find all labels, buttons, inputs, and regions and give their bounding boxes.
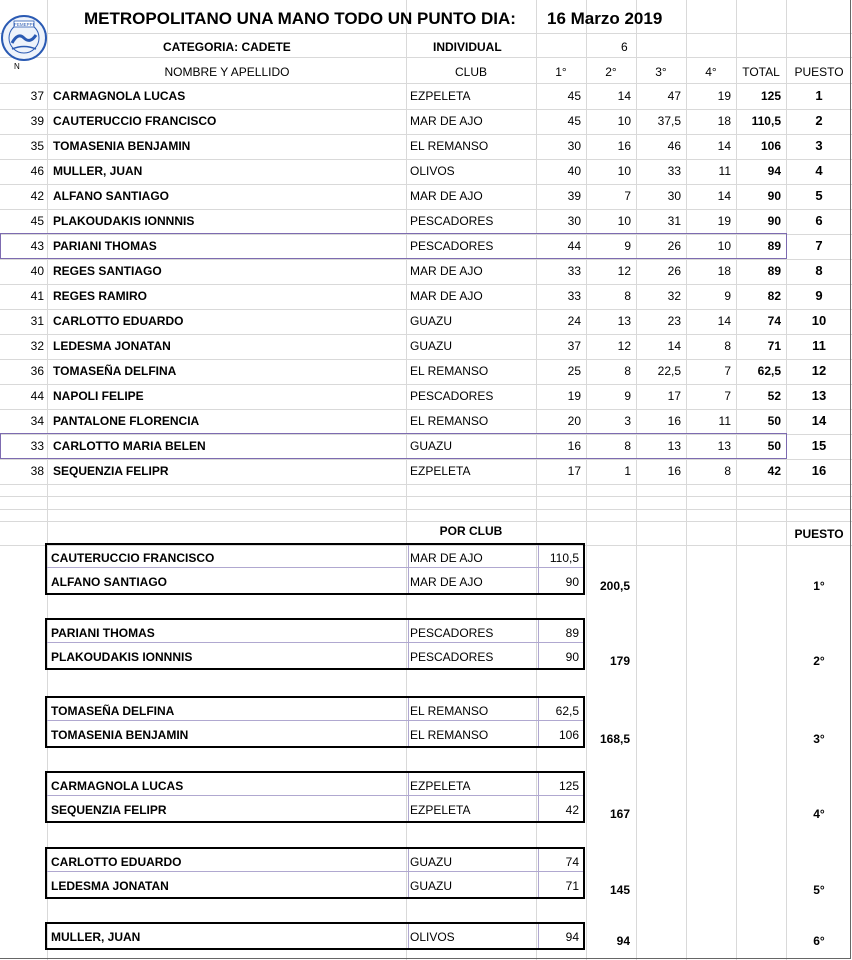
round-4-score: 7: [724, 389, 731, 403]
round-1-score: 37: [567, 339, 581, 353]
competitor-club: PESCADORES: [410, 239, 494, 253]
number-label: 6: [621, 40, 628, 54]
round-4-score: 8: [724, 339, 731, 353]
club-member-club: EL REMANSO: [410, 704, 489, 718]
club-member-name: LEDESMA JONATAN: [51, 879, 169, 893]
round-1-score: 45: [567, 89, 581, 103]
round-4-score: 9: [724, 289, 731, 303]
club-puesto: 6°: [813, 934, 825, 948]
row-highlight: [0, 433, 787, 459]
club-puesto: 4°: [813, 807, 825, 821]
row-number: 34: [30, 414, 44, 428]
row-highlight: [0, 233, 787, 259]
puesto: 6: [815, 213, 823, 228]
club-member-score: 74: [565, 855, 579, 869]
club-total: 200,5: [599, 579, 630, 593]
club-member-score: 106: [558, 728, 579, 742]
round-1-score: 16: [567, 439, 581, 453]
puesto: 15: [811, 438, 827, 453]
competitor-name: LEDESMA JONATAN: [53, 339, 171, 353]
round-4-score: 11: [718, 164, 731, 178]
club-member-club: MAR DE AJO: [410, 575, 483, 589]
round-4-score: 14: [717, 139, 731, 153]
club-member-name: TOMASEÑA DELFINA: [51, 704, 175, 718]
col-header-total: TOTAL: [742, 65, 780, 79]
competitor-name: SEQUENZIA FELIPR: [53, 464, 169, 478]
club-member-club: PESCADORES: [410, 650, 494, 664]
svg-text:FEMEPPI: FEMEPPI: [14, 22, 34, 27]
round-1-score: 33: [567, 264, 581, 278]
club-member-score: 62,5: [555, 704, 579, 718]
event-date: 16 Marzo 2019: [547, 9, 663, 28]
competitor-club: EZPELETA: [410, 464, 471, 478]
competitor-name: CAUTERUCCIO FRANCISCO: [53, 114, 217, 128]
club-total: 94: [616, 934, 630, 948]
club-puesto: 3°: [813, 732, 825, 746]
logo: [0, 0, 48, 70]
round-3-score: 31: [667, 214, 681, 228]
total-score: 110,5: [751, 114, 781, 128]
puesto: 16: [811, 463, 827, 478]
round-2-score: 14: [617, 89, 631, 103]
competitor-name: CARLOTTO MARIA BELEN: [53, 439, 206, 453]
row-number: 39: [30, 114, 44, 128]
page-title: METROPOLITANO UNA MANO TODO UN PUNTO DIA:: [84, 9, 516, 28]
club-puesto: 1°: [813, 579, 825, 593]
total-score: 106: [760, 139, 781, 153]
round-2-score: 1: [624, 464, 631, 478]
mode-label: INDIVIDUAL: [433, 40, 502, 54]
competitor-club: EZPELETA: [410, 89, 471, 103]
row-number: 33: [30, 439, 44, 453]
round-1-score: 33: [567, 289, 581, 303]
club-member-name: PARIANI THOMAS: [51, 626, 155, 640]
club-member-score: 90: [565, 650, 579, 664]
puesto: 7: [815, 238, 823, 253]
club-member-score: 42: [565, 803, 579, 817]
club-member-score: 71: [565, 879, 579, 893]
competitor-name: REGES SANTIAGO: [53, 264, 162, 278]
round-3-score: 22,5: [657, 364, 681, 378]
club-puesto: 5°: [813, 883, 825, 897]
competitor-name: PLAKOUDAKIS IONNNIS: [53, 214, 195, 228]
round-2-score: 9: [624, 239, 631, 253]
row-number: 32: [30, 339, 44, 353]
round-3-score: 46: [667, 139, 681, 153]
club-member-club: OLIVOS: [410, 930, 455, 944]
round-1-score: 24: [567, 314, 581, 328]
competitor-club: MAR DE AJO: [410, 264, 483, 278]
round-1-score: 25: [567, 364, 581, 378]
club-member-name: ALFANO SANTIAGO: [51, 575, 167, 589]
round-4-score: 13: [717, 439, 731, 453]
row-number: 42: [30, 189, 44, 203]
round-3-score: 30: [667, 189, 681, 203]
puesto: 12: [811, 363, 827, 378]
col-header-r4: 4°: [705, 65, 717, 79]
total-score: 94: [767, 164, 781, 178]
club-member-club: MAR DE AJO: [410, 551, 483, 565]
round-3-score: 32: [667, 289, 681, 303]
row-number: 46: [30, 164, 44, 178]
round-1-score: 19: [567, 389, 581, 403]
row-number: 40: [30, 264, 44, 278]
round-1-score: 30: [567, 139, 581, 153]
puesto: 4: [815, 163, 823, 178]
total-score: 71: [767, 339, 781, 353]
total-score: 74: [767, 314, 781, 328]
puesto: 13: [811, 388, 827, 403]
puesto: 10: [811, 313, 827, 328]
total-score: 89: [767, 264, 781, 278]
competitor-club: GUAZU: [410, 314, 452, 328]
competitor-club: OLIVOS: [410, 164, 455, 178]
club-member-club: GUAZU: [410, 879, 452, 893]
competitor-club: PESCADORES: [410, 389, 494, 403]
round-3-score: 47: [667, 89, 681, 103]
puesto: 1: [815, 88, 823, 103]
competitor-name: REGES RAMIRO: [53, 289, 148, 303]
club-member-name: CARMAGNOLA LUCAS: [51, 779, 184, 793]
competitor-club: EL REMANSO: [410, 139, 489, 153]
col-header-r2: 2°: [605, 65, 617, 79]
round-2-score: 7: [624, 189, 631, 203]
club-member-name: PLAKOUDAKIS IONNNIS: [51, 650, 193, 664]
club-total: 168,5: [599, 732, 630, 746]
round-1-score: 39: [567, 189, 581, 203]
round-2-score: 9: [624, 389, 631, 403]
club-total: 145: [609, 883, 630, 897]
total-score: 52: [767, 389, 781, 403]
round-3-score: 23: [667, 314, 681, 328]
round-4-score: 7: [724, 364, 731, 378]
round-2-score: 8: [624, 364, 631, 378]
club-total: 179: [609, 654, 630, 668]
round-4-score: 10: [717, 239, 731, 253]
row-number: 45: [30, 214, 44, 228]
por-club-title: POR CLUB: [439, 524, 503, 538]
row-number: 44: [30, 389, 44, 403]
competitor-name: PANTALONE FLORENCIA: [53, 414, 200, 428]
round-2-score: 3: [624, 414, 631, 428]
round-3-score: 26: [667, 264, 681, 278]
total-score: 50: [767, 439, 781, 453]
row-number: 41: [30, 289, 44, 303]
total-score: 62,5: [757, 364, 781, 378]
club-member-club: EZPELETA: [410, 803, 471, 817]
por-club-puesto-header: PUESTO: [794, 527, 844, 541]
round-3-score: 33: [667, 164, 681, 178]
competitor-club: MAR DE AJO: [410, 114, 483, 128]
competitor-name: CARMAGNOLA LUCAS: [53, 89, 186, 103]
puesto: 8: [815, 263, 823, 278]
col-header-name: NOMBRE Y APELLIDO: [164, 65, 290, 79]
category-label: CATEGORIA: CADETE: [163, 40, 291, 54]
competitor-name: PARIANI THOMAS: [53, 239, 157, 253]
row-number: 31: [30, 314, 44, 328]
competitor-name: NAPOLI FELIPE: [53, 389, 144, 403]
competitor-name: ALFANO SANTIAGO: [53, 189, 169, 203]
round-1-score: 45: [567, 114, 581, 128]
round-2-score: 16: [617, 139, 631, 153]
row-number: 35: [30, 139, 44, 153]
row-number: 37: [30, 89, 44, 103]
corner-label: N: [14, 62, 20, 71]
total-score: 82: [767, 289, 781, 303]
club-member-score: 110,5: [549, 551, 579, 565]
puesto: 5: [815, 188, 823, 203]
competitor-club: EL REMANSO: [410, 364, 489, 378]
round-3-score: 13: [667, 439, 681, 453]
competitor-name: MULLER, JUAN: [53, 164, 143, 178]
round-4-score: 19: [717, 89, 731, 103]
round-4-score: 14: [717, 314, 731, 328]
round-3-score: 26: [667, 239, 681, 253]
competitor-club: GUAZU: [410, 339, 452, 353]
round-2-score: 12: [617, 264, 631, 278]
round-4-score: 19: [717, 214, 731, 228]
col-header-r3: 3°: [655, 65, 667, 79]
competitor-club: MAR DE AJO: [410, 289, 483, 303]
club-member-club: PESCADORES: [410, 626, 494, 640]
round-4-score: 8: [724, 464, 731, 478]
competitor-club: MAR DE AJO: [410, 189, 483, 203]
club-puesto: 2°: [813, 654, 825, 668]
col-header-puesto: PUESTO: [794, 65, 844, 79]
total-score: 42: [767, 464, 781, 478]
competitor-club: EL REMANSO: [410, 414, 489, 428]
round-3-score: 17: [667, 389, 681, 403]
round-4-score: 18: [717, 264, 731, 278]
round-1-score: 17: [567, 464, 581, 478]
club-member-score: 89: [565, 626, 579, 640]
puesto: 14: [811, 413, 827, 428]
round-4-score: 18: [717, 114, 731, 128]
round-2-score: 13: [617, 314, 631, 328]
club-member-name: SEQUENZIA FELIPR: [51, 803, 167, 817]
col-header-r1: 1°: [555, 65, 567, 79]
club-member-club: EL REMANSO: [410, 728, 489, 742]
competitor-club: PESCADORES: [410, 214, 494, 228]
puesto: 3: [815, 138, 823, 153]
round-2-score: 10: [617, 114, 631, 128]
club-total: 167: [609, 807, 630, 821]
round-3-score: 16: [667, 414, 681, 428]
round-1-score: 30: [567, 214, 581, 228]
row-number: 43: [30, 239, 44, 253]
club-member-name: TOMASENIA BENJAMIN: [51, 728, 189, 742]
round-2-score: 8: [624, 439, 631, 453]
col-header-club: CLUB: [454, 65, 487, 79]
total-score: 50: [767, 414, 781, 428]
puesto: 2: [815, 113, 823, 128]
round-3-score: 16: [667, 464, 681, 478]
total-score: 89: [767, 239, 781, 253]
club-member-name: CARLOTTO EDUARDO: [51, 855, 182, 869]
club-member-score: 90: [565, 575, 579, 589]
club-member-club: EZPELETA: [410, 779, 471, 793]
puesto: 9: [815, 288, 823, 303]
round-3-score: 14: [667, 339, 681, 353]
round-2-score: 10: [617, 214, 631, 228]
round-1-score: 20: [567, 414, 581, 428]
row-number: 38: [30, 464, 44, 478]
round-4-score: 11: [718, 414, 731, 428]
competitor-name: TOMASENIA BENJAMIN: [53, 139, 191, 153]
total-score: 90: [767, 214, 781, 228]
round-2-score: 10: [617, 164, 631, 178]
puesto: 11: [812, 338, 826, 353]
club-member-score: 94: [565, 930, 579, 944]
club-member-club: GUAZU: [410, 855, 452, 869]
club-member-name: MULLER, JUAN: [51, 930, 141, 944]
round-2-score: 8: [624, 289, 631, 303]
round-1-score: 44: [567, 239, 581, 253]
total-score: 90: [767, 189, 781, 203]
round-3-score: 37,5: [657, 114, 681, 128]
row-number: 36: [30, 364, 44, 378]
round-1-score: 40: [567, 164, 581, 178]
round-2-score: 12: [617, 339, 631, 353]
total-score: 125: [760, 89, 781, 103]
club-member-score: 125: [558, 779, 579, 793]
club-member-name: CAUTERUCCIO FRANCISCO: [51, 551, 215, 565]
competitor-name: TOMASEÑA DELFINA: [53, 364, 177, 378]
competitor-club: GUAZU: [410, 439, 452, 453]
competitor-name: CARLOTTO EDUARDO: [53, 314, 184, 328]
round-4-score: 14: [717, 189, 731, 203]
